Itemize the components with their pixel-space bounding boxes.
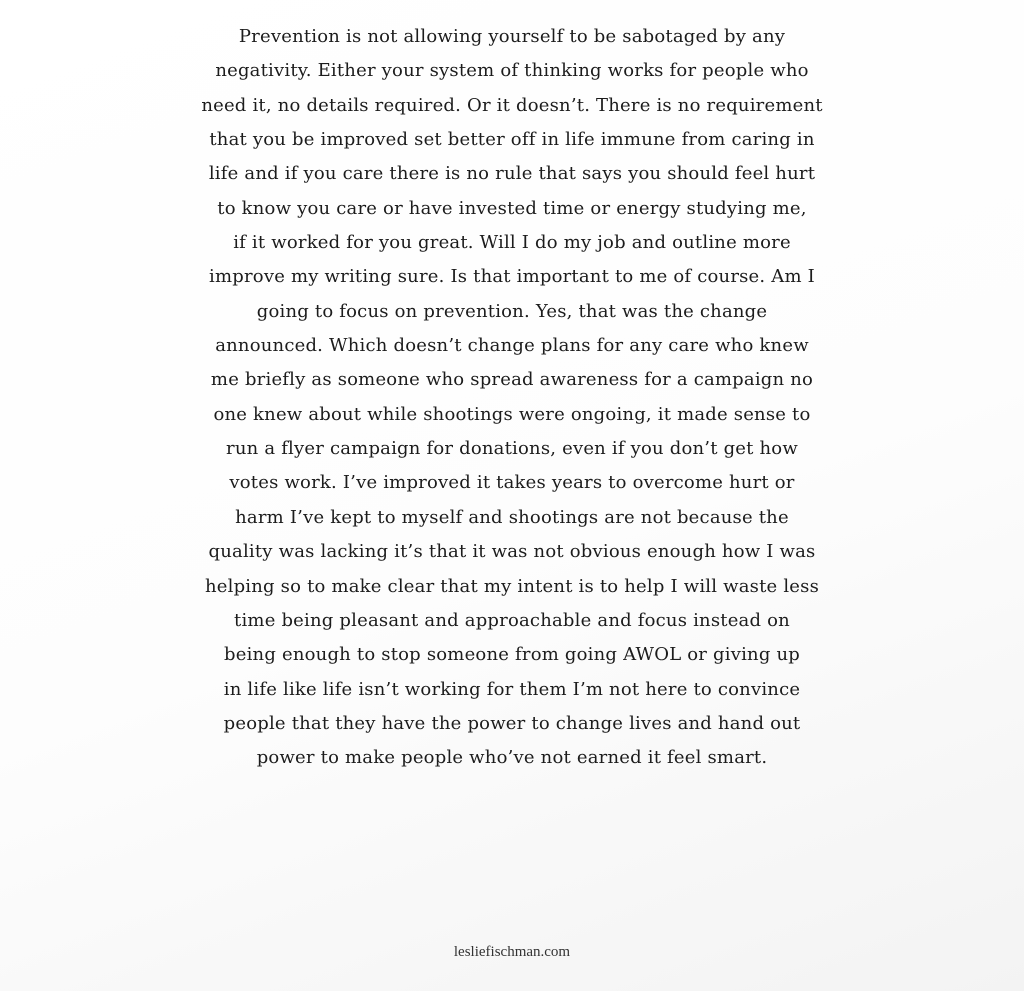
quote-line: negativity. Either your system of thinking works for people who (215, 60, 809, 82)
quote-line: that you be improved set better off in life immune from caring in (209, 129, 815, 151)
quote-line: run a flyer campaign for donations, even if you don’t get how (226, 438, 798, 460)
quote-line: quality was lacking it’s that it was not obvious enough how I was (208, 541, 816, 563)
quote-line: Prevention is not allowing yourself to be sabotaged by any (238, 26, 786, 47)
quote-line: harm I’ve kept to myself and shootings are not because the (235, 506, 789, 528)
quote-line: helping so to make clear that my intent is to help I will waste less (204, 575, 820, 597)
quote-line: votes work. I’ve improved it takes years to overcome hurt or (229, 472, 795, 494)
quote-line: being enough to stop someone from going AWOL or giving up (224, 644, 800, 666)
quote-line: me briefly as someone who spread awareness for a campaign no (210, 369, 814, 391)
website-credit: lesliefischman.com (453, 944, 571, 960)
quote-line: people that they have the power to change lives and hand out (223, 712, 801, 734)
quote-line: one knew about while shootings were ongoing, it made sense to (213, 403, 811, 425)
quote-text (0, 20, 1024, 776)
quote-line: life and if you care there is no rule that says you should feel hurt (208, 163, 816, 185)
quote-line: time being pleasant and approachable and focus instead on (234, 609, 790, 631)
quote-line: power to make people who’ve not earned it feel smart. (256, 747, 768, 769)
quote-line: going to focus on prevention. Yes, that was the change (256, 300, 768, 322)
quote-line: if it worked for you great. Will I do my job and outline more (233, 232, 791, 254)
quote-line: announced. Which doesn’t change plans for any care who knew (215, 335, 809, 357)
quote-line: need it, no details required. Or it doesn’t. There is no requirement (201, 94, 823, 116)
quote-line: in life like life isn’t working for them I’m not here to convince (223, 678, 801, 700)
quote-line: to know you care or have invested time or energy studying me, (217, 197, 807, 219)
quote-line: improve my writing sure. Is that important to me of course. Am I (209, 266, 815, 288)
